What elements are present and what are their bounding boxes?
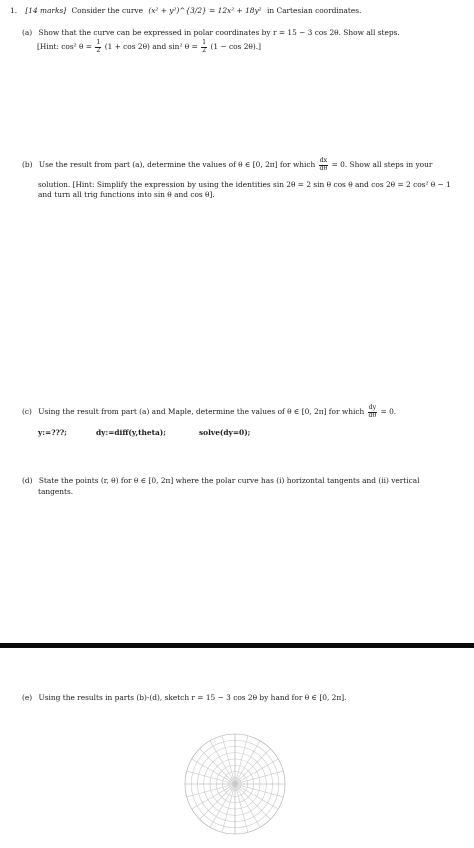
part-b-line1: [22, 158, 432, 172]
part-e-text: Using the results in parts (b)-(d), sketch r = 15 − 3 cos 2θ by hand for θ ∈ [0, 2π].: [38, 693, 347, 702]
dy-dtheta-fraction: $\frac{dy}{d\theta}$: [368, 404, 377, 419]
part-c-label: (c): [22, 407, 32, 417]
part-b-text-1: Use the result from part (a), determine the values of θ ∈ [0, 2π] for which: [38, 160, 316, 170]
part-a-hint-mid1: (1 + cos 2θ) and sin² θ =: [104, 42, 198, 52]
question-intro: Consider the curve: [71, 6, 143, 15]
question-header: [10, 6, 361, 15]
part-b-line3: and turn all trig functions into sin θ and cos θ].: [38, 190, 215, 199]
polar-spoke: [222, 784, 235, 832]
part-d-label: (d): [22, 476, 33, 485]
part-e-label: (e): [22, 693, 33, 702]
part-a-label: (a): [22, 28, 33, 37]
polar-spoke: [235, 771, 283, 784]
part-d-text-1: State the points (r, θ) for θ ∈ [0, 2π] where the polar curve has (i) horizontal tangents and (ii) vertical: [38, 476, 420, 485]
maple-code-solve: solve(dy=0);: [199, 428, 251, 437]
equation-suffix: in Cartesian coordinates.: [266, 6, 362, 15]
part-d-line2: tangents.: [38, 487, 74, 496]
question-number: 1.: [10, 6, 18, 15]
polar-spoke: [187, 784, 235, 797]
polar-spoke: [235, 784, 283, 797]
half-fraction: $\frac{1}{2}$: [96, 39, 101, 54]
polar-spoke: [187, 771, 235, 784]
part-a-text: Show that the curve can be expressed in polar coordinates by r = 15 − 3 cos 2θ. Show all steps.: [38, 28, 400, 37]
part-b-text-1b: = 0. Show all steps in your: [331, 160, 433, 170]
maple-code-y: y:=???;: [38, 428, 67, 437]
part-b-label: (b): [22, 160, 33, 170]
part-a-hint: [37, 40, 261, 54]
part-e: [22, 693, 346, 702]
part-b-line2: solution. [Hint: Simplify the expression by using the identities sin 2θ = 2 sin θ cos θ and cos 2θ = 2 cos² θ − 1: [38, 180, 451, 189]
half-fraction-2: $\frac{1}{2}$: [202, 39, 207, 54]
dx-dtheta-fraction: $\frac{dx}{d\theta}$: [319, 157, 328, 172]
polar-spoke: [235, 736, 248, 784]
part-c-text-1b: = 0.: [380, 407, 397, 417]
part-a: [22, 28, 400, 37]
polar-grid: [180, 718, 290, 848]
polar-spoke: [235, 784, 248, 832]
part-d-line1: [22, 476, 420, 485]
curve-equation: (x² + y²)^{3/2} = 12x² + 18y²: [148, 6, 262, 15]
page-break-bar: [0, 643, 474, 648]
part-c-text-1: Using the result from part (a) and Maple, determine the values of θ ∈ [0, 2π] for which: [38, 407, 365, 417]
part-a-hint-prefix: [Hint: cos² θ =: [37, 42, 92, 52]
maple-code-diff: dy:=diff(y,theta);: [96, 428, 166, 437]
part-a-hint-mid2: (1 − cos 2θ).]: [210, 42, 261, 52]
marks-label: [14 marks]: [25, 6, 67, 15]
polar-spoke: [222, 736, 235, 784]
part-c-line1: [22, 405, 396, 419]
